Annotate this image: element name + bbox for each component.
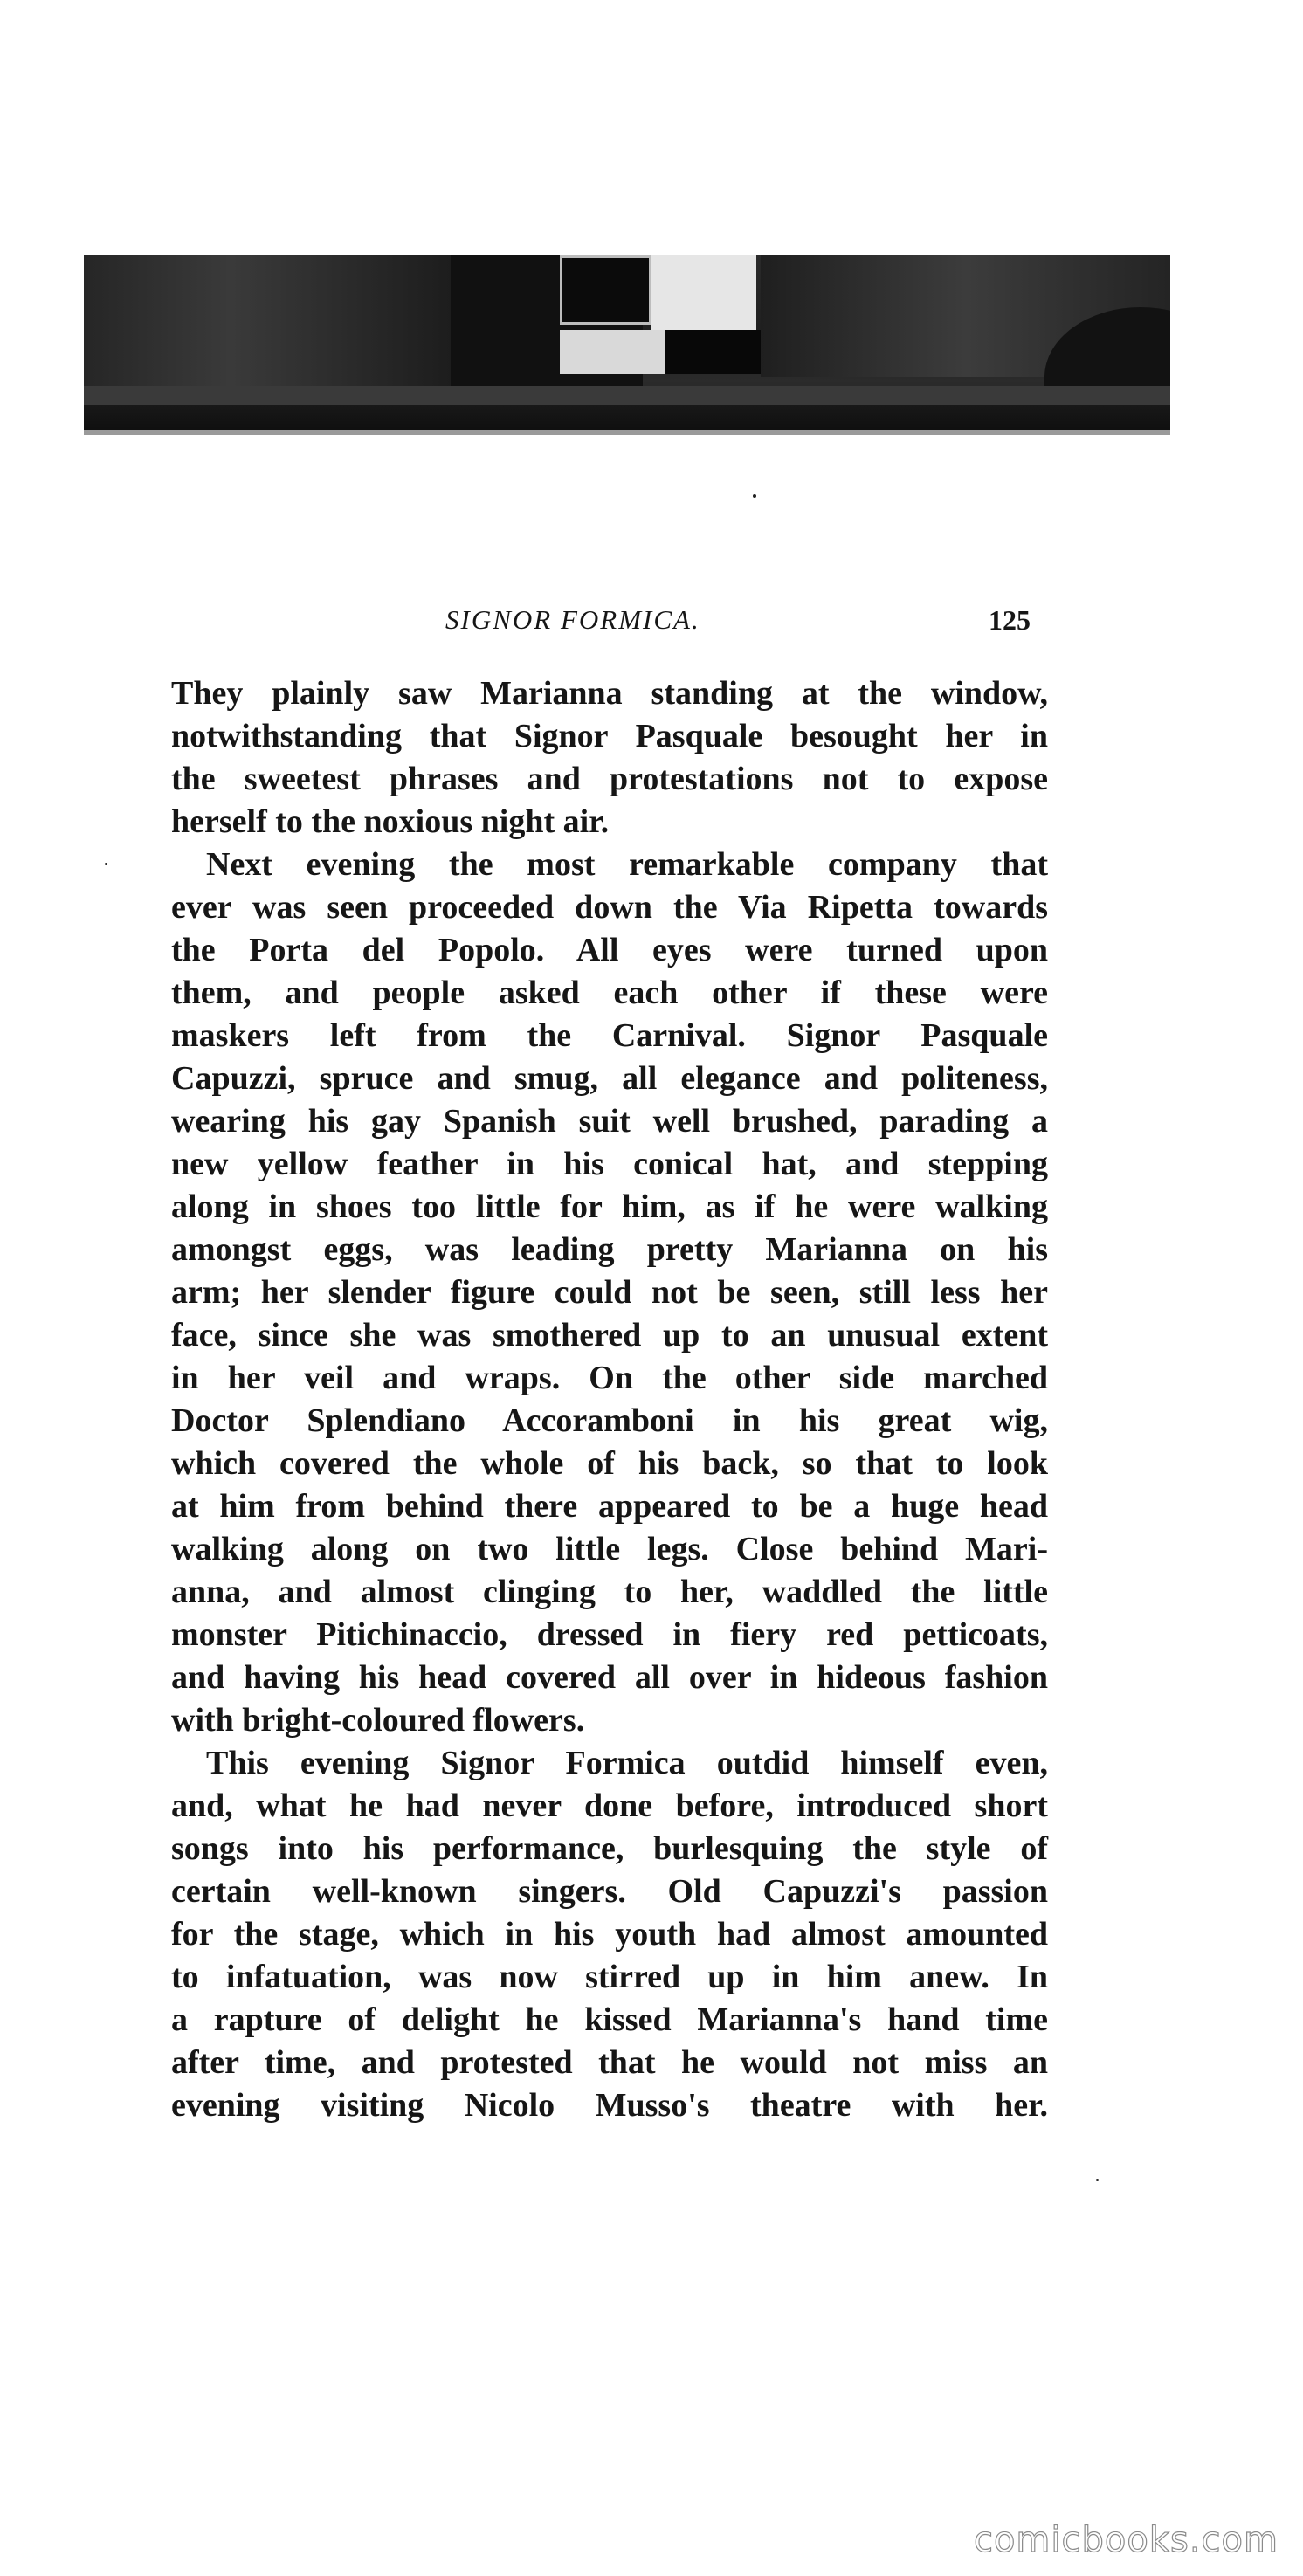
text-line: anna, and almost clinging to her, waddled the little — [171, 1574, 1048, 1610]
text-line: maskers left from the Carnival. Signor Pasquale — [171, 1017, 1048, 1054]
text-line: new yellow feather in his conical hat, and stepping — [171, 1146, 1048, 1182]
speck-mark — [753, 494, 756, 498]
text-line: after time, and protested that he would not miss an — [171, 2044, 1048, 2081]
text-line: certain well-known singers. Old Capuzzi's passion — [171, 1873, 1048, 1910]
paragraph — [171, 672, 1048, 844]
text-line: at him from behind there appeared to be a huge head — [171, 1488, 1048, 1525]
text-line: a rapture of delight he kissed Marianna's hand time — [171, 2001, 1048, 2038]
text-line: monster Pitichinaccio, dressed in fiery red petticoats, — [171, 1616, 1048, 1653]
text-line: Capuzzi, spruce and smug, all elegance and politeness, — [171, 1060, 1048, 1097]
speck-mark — [105, 863, 107, 865]
text-line: walking along on two little legs. Close behind Mari- — [171, 1531, 1048, 1567]
text-line: notwithstanding that Signor Pasquale besought her in — [171, 718, 1048, 754]
running-head — [175, 604, 1048, 648]
body-text — [171, 672, 1048, 2127]
text-line: They plainly saw Marianna standing at the window, — [171, 675, 1048, 712]
text-line: amongst eggs, was leading pretty Marianna on his — [171, 1231, 1048, 1268]
text-line: This evening Signor Formica outdid himself even, — [206, 1745, 1048, 1781]
text-line: in her veil and wraps. On the other side marched — [171, 1360, 1048, 1396]
page-number: 125 — [989, 604, 1031, 636]
header-illustration — [84, 255, 1170, 435]
text-line: to infatuation, was now stirred up in him anew. In — [171, 1959, 1048, 1995]
text-line: the Porta del Popolo. All eyes were turned upon — [171, 932, 1048, 968]
text-line: for the stage, which in his youth had almost amounted — [171, 1916, 1048, 1953]
text-line: songs into his performance, burlesquing the style of — [171, 1830, 1048, 1867]
text-line: them, and people asked each other if these were — [171, 975, 1048, 1011]
text-line: evening visiting Nicolo Musso's theatre with her. — [171, 2087, 1048, 2124]
text-line: face, since she was smothered up to an unusual extent — [171, 1317, 1048, 1353]
text-line: wearing his gay Spanish suit well brushed, parading a — [171, 1103, 1048, 1140]
text-line: which covered the whole of his back, so that to look — [171, 1445, 1048, 1482]
text-line: along in shoes too little for him, as if he were walking — [171, 1188, 1048, 1225]
text-line: ever was seen proceeded down the Via Ripetta towards — [171, 889, 1048, 926]
text-line: Doctor Splendiano Accoramboni in his great wig, — [171, 1402, 1048, 1439]
text-line: Next evening the most remarkable company that — [206, 846, 1048, 883]
text-line: and, what he had never done before, introduced short — [171, 1787, 1048, 1824]
text-line: the sweetest phrases and protestations not to expose — [171, 761, 1048, 797]
text-line: and having his head covered all over in hideous fashion — [171, 1659, 1048, 1696]
paragraph — [171, 844, 1048, 1742]
speck-mark — [1096, 2179, 1099, 2181]
paragraph — [171, 1742, 1048, 2127]
text-line: arm; her slender figure could not be seen, still less her — [171, 1274, 1048, 1311]
watermark-text: comicbooks.com — [973, 2520, 1279, 2560]
running-title: SIGNOR FORMICA. — [445, 604, 700, 635]
text-line: herself to the noxious night air. — [171, 803, 610, 840]
text-line: with bright-coloured flowers. — [171, 1702, 585, 1739]
